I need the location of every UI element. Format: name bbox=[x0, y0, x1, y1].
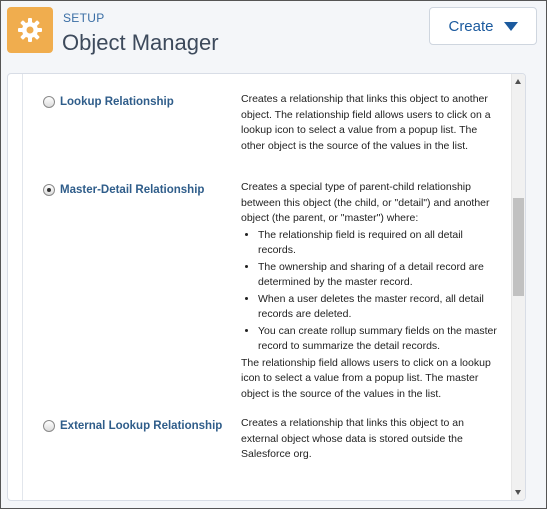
scroll-down-arrow-icon[interactable] bbox=[515, 490, 521, 495]
page-header bbox=[1, 1, 546, 71]
list-item: • When a user deletes the master record, all detail records are deleted. bbox=[258, 292, 497, 323]
master-detail-relationship-radio[interactable] bbox=[43, 184, 55, 196]
option-external-lookup-relationship[interactable] bbox=[43, 420, 222, 432]
option-lookup-relationship[interactable] bbox=[43, 96, 174, 108]
setup-label: SETUP bbox=[63, 11, 105, 25]
master-detail-relationship-description bbox=[241, 180, 497, 402]
list-item: • The relationship field is required on all detail records. bbox=[258, 228, 497, 259]
lookup-relationship-description bbox=[241, 92, 497, 154]
lookup-relationship-radio[interactable] bbox=[43, 96, 55, 108]
option-master-detail-relationship[interactable] bbox=[43, 184, 204, 196]
scroll-up-arrow-icon[interactable] bbox=[515, 79, 521, 84]
description-text: Creates a relationship that links this object to an external object whose data is stored outside the Salesforce org. bbox=[241, 417, 464, 460]
gear-icon bbox=[17, 17, 43, 43]
scrollbar-thumb[interactable] bbox=[513, 198, 524, 296]
master-detail-relationship-label[interactable]: Master-Detail Relationship bbox=[60, 184, 205, 196]
list-item: • You can create rollup summary fields on the master record to summarize the detail records. bbox=[258, 324, 497, 355]
lookup-relationship-label[interactable]: Lookup Relationship bbox=[60, 96, 174, 108]
external-lookup-relationship-radio[interactable] bbox=[43, 420, 55, 432]
list-item: • The ownership and sharing of a detail record are determined by the master record. bbox=[258, 260, 497, 291]
description-text: Creates a relationship that links this object to another object. The relationship field allows users to click on a lookup icon to select a value from a popup list. The other object is the source of the values in the list. bbox=[241, 93, 491, 152]
create-button-label: Create bbox=[448, 17, 494, 35]
create-button[interactable] bbox=[429, 7, 537, 45]
description-bullets bbox=[241, 228, 497, 355]
relationship-options-list bbox=[22, 74, 514, 500]
setup-logo bbox=[7, 7, 53, 53]
external-lookup-relationship-description bbox=[241, 416, 497, 463]
caret-down-icon bbox=[504, 22, 518, 31]
relationship-type-panel bbox=[7, 73, 526, 501]
vertical-scrollbar[interactable] bbox=[511, 74, 525, 500]
external-lookup-relationship-label[interactable]: External Lookup Relationship bbox=[60, 420, 223, 432]
description-outro: The relationship field allows users to click on a lookup icon to select a value from a popup list. The master object is the source of the values in the list. bbox=[241, 356, 491, 400]
description-intro: Creates a special type of parent-child relationship between this object (the child, or "detail") and another object (the parent, or "master") where: bbox=[241, 181, 490, 224]
page-title: Object Manager bbox=[62, 30, 219, 55]
